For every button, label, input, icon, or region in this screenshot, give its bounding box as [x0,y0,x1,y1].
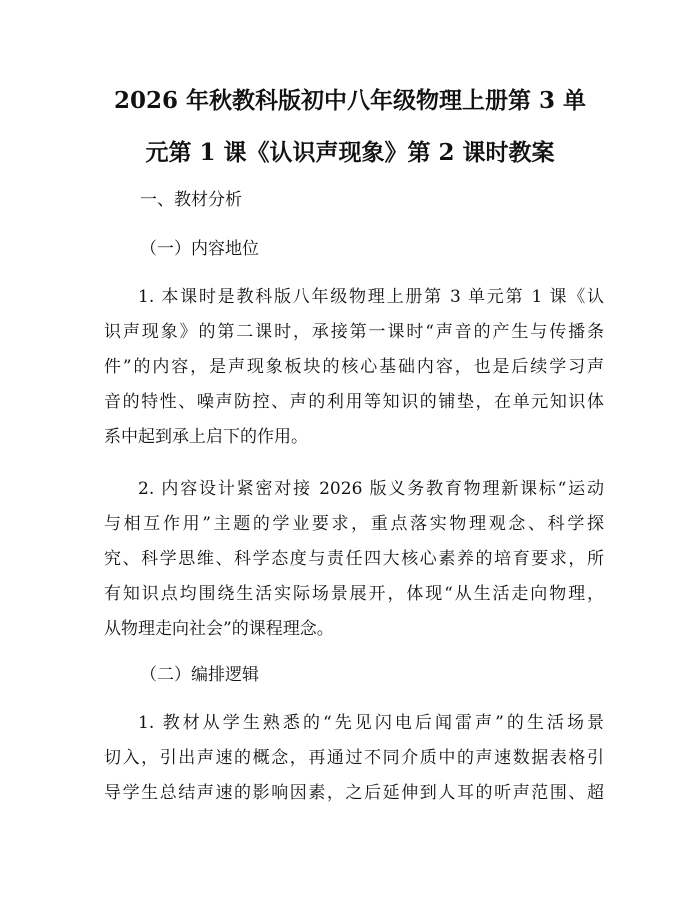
paragraph-line: 与相互作用”主题的学业要求，重点落实物理观念、科学探 [104,514,604,534]
subsection-heading-arrangement-logic: （二）编排逻辑 [140,665,259,685]
section-heading-teaching-material-analysis: 一、教材分析 [140,190,242,210]
paragraph-line: 2. 内容设计紧密对接 2026 版义务教育物理新课标“运动 [138,479,604,499]
paragraph-line: 切入，引出声速的概念，再通过不同介质中的声速数据表格引 [104,748,604,768]
paragraph-line: 1. 本课时是教科版八年级物理上册第 3 单元第 1 课《认 [138,287,604,307]
paragraph-line: 导学生总结声速的影响因素，之后延伸到人耳的听声范围、超 [104,783,604,803]
document-title-line-2: 元第 1 课《认识声现象》第 2 课时教案 [145,139,555,166]
paragraph-line: 究、科学思维、科学态度与责任四大核心素养的培育要求，所 [104,549,604,569]
paragraph-line: 从物理走向社会”的课程理念。 [104,619,334,639]
subsection-heading-content-position: （一）内容地位 [140,239,259,259]
paragraph-line: 件”的内容，是声现象板块的核心基础内容，也是后续学习声 [104,357,604,377]
document-title-line-1: 2026 年秋教科版初中八年级物理上册第 3 单 [113,87,587,114]
paragraph-line: 音的特性、噪声防控、声的利用等知识的铺垫，在单元知识体 [104,392,604,412]
paragraph-line: 1. 教材从学生熟悉的“先见闪电后闻雷声”的生活场景 [138,713,604,733]
paragraph-line: 有知识点均围绕生活实际场景展开，体现“从生活走向物理， [104,584,604,604]
paragraph-line: 识声现象》的第二课时，承接第一课时“声音的产生与传播条 [104,322,604,342]
paragraph-line: 系中起到承上启下的作用。 [104,427,308,447]
